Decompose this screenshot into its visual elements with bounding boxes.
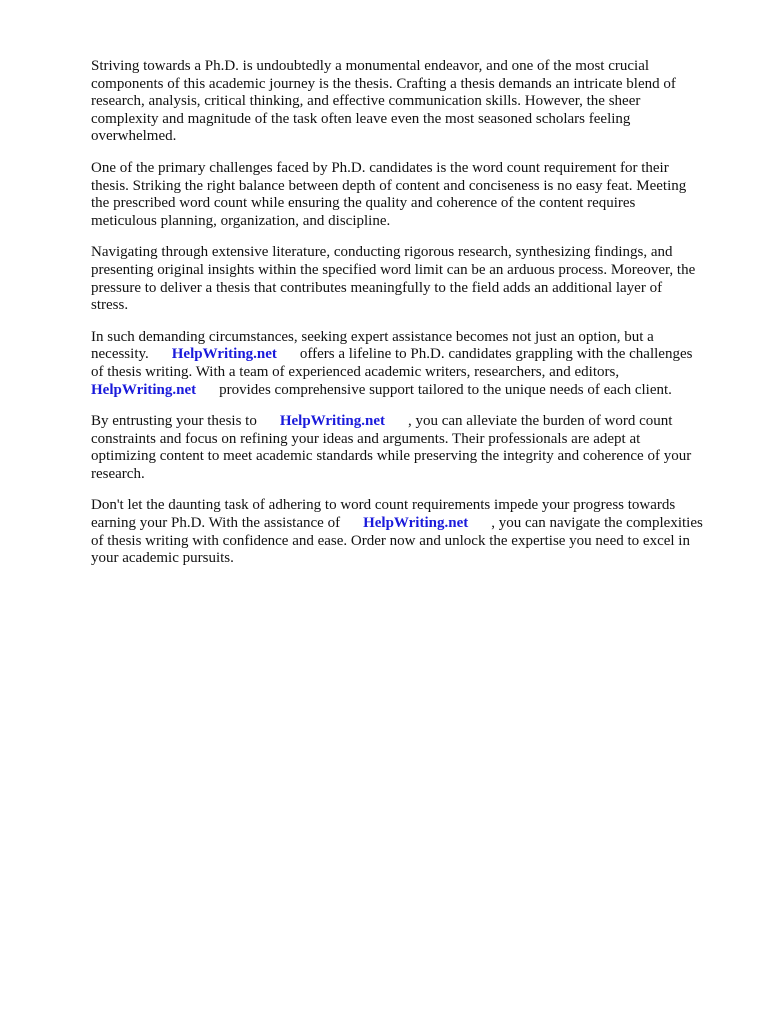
paragraph-entrusting — [91, 413, 731, 483]
paragraph-text: provides comprehensive support tailored to the unique needs of each client. — [219, 381, 672, 398]
paragraph-text: , you can alleviate the burden of word count constraints and focus on refining your ideas and arguments. Their professionals are adept at optimizing content to meet academic standards while preserving the integrity and coherence of your research. — [91, 413, 692, 482]
paragraph-text: By entrusting your thesis to — [91, 413, 257, 430]
helpwriting-link[interactable]: HelpWriting.net — [171, 346, 277, 363]
paragraph-text: In such demanding circumstances, seeking expert assistance becomes not just an option, but a necessity. — [91, 328, 654, 363]
paragraph-closing — [91, 497, 731, 567]
helpwriting-link[interactable]: HelpWriting.net — [363, 515, 469, 532]
paragraph-research-pressure: Navigating through extensive literature, conducting rigorous research, synthesizing findings, and presenting original insights within the specified word limit can be an arduous process. Moreover, the pressure to deliver a thesis that contributes meaningfully to the field adds an additional layer of stress. — [91, 244, 696, 314]
helpwriting-link[interactable]: HelpWriting.net — [279, 413, 385, 430]
document-page — [91, 58, 731, 582]
paragraph-text: , you can navigate the complexities of thesis writing with confidence and ease. Order now and unlock the expertise you need to excel in your academic pursuits. — [91, 515, 703, 567]
paragraph-word-count-challenge: One of the primary challenges faced by Ph.D. candidates is the word count requirement for their thesis. Striking the right balance between depth of content and conciseness is no easy feat. Meeting the prescribed word count while ensuring the quality and coherence of the content requires meticulous planning, organization, and discipline. — [91, 159, 687, 229]
helpwriting-link[interactable]: HelpWriting.net — [91, 381, 197, 398]
paragraph-text: Don't let the daunting task of adhering to word count requirements impede your progress towards earning your Ph.D. With the assistance of — [91, 497, 676, 532]
paragraph-expert-assistance — [91, 329, 731, 399]
paragraph-intro: Striving towards a Ph.D. is undoubtedly a monumental endeavor, and one of the most crucial components of this academic journey is the thesis. Crafting a thesis demands an intricate blend of research, analysis, critical thinking, and effective communication skills. However, the sheer complexity and magnitude of the task often leave even the most seasoned scholars feeling overwhelmed. — [91, 58, 676, 145]
paragraph-text: offers a lifeline to Ph.D. candidates grappling with the challenges of thesis writing. With a team of experienced academic writers, researchers, and editors, — [91, 346, 693, 380]
